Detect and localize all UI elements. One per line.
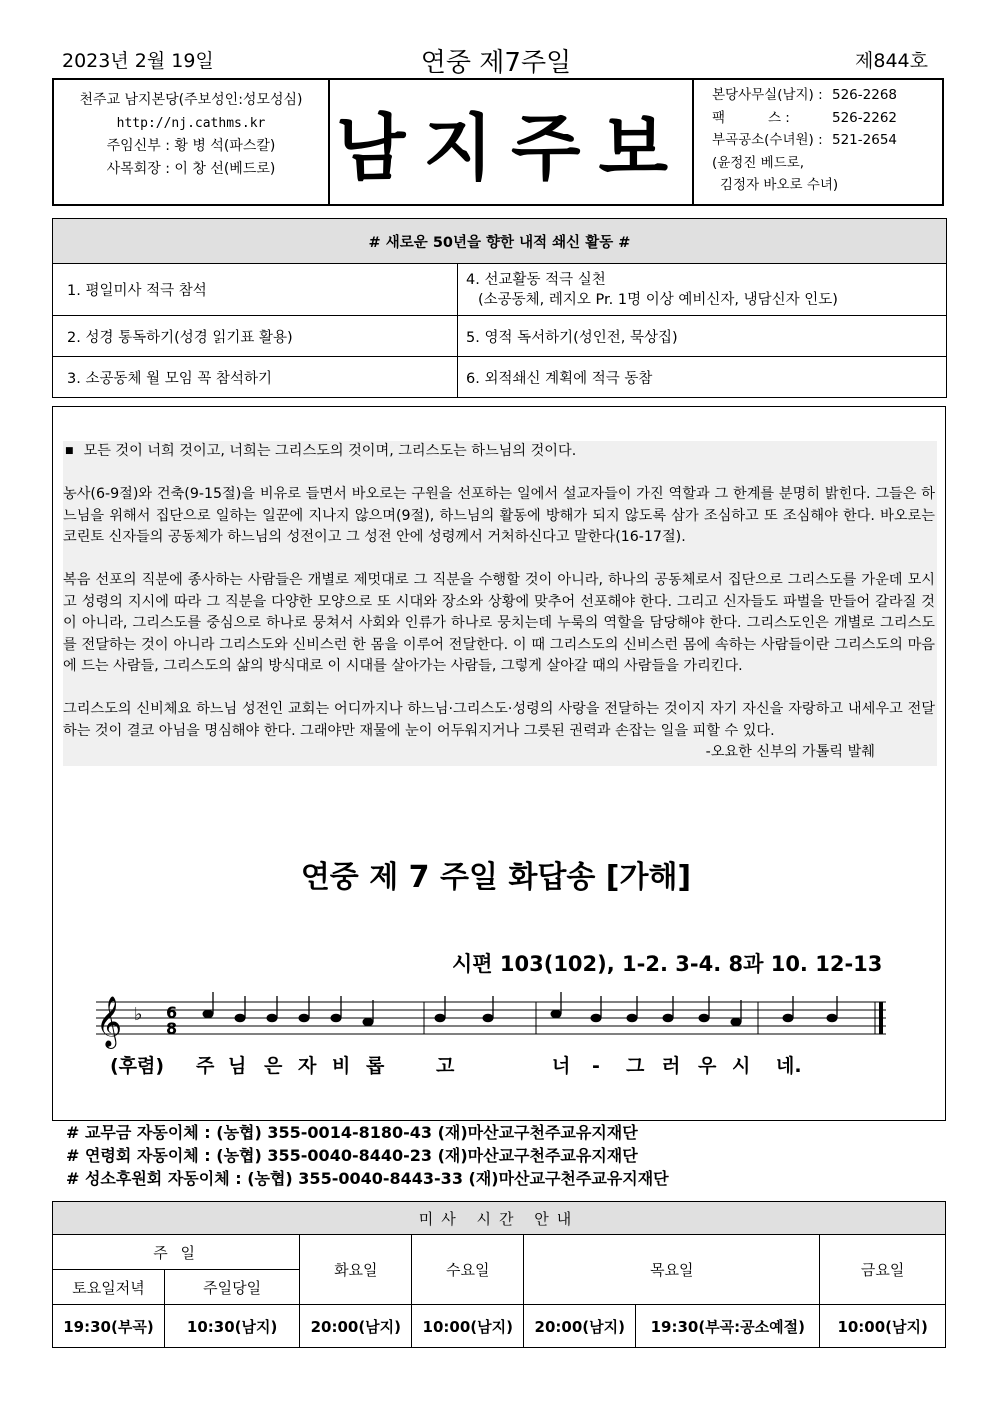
lyric-syllable: 시 bbox=[732, 1055, 751, 1077]
lyric-syllable: 고 bbox=[436, 1055, 455, 1077]
note-head bbox=[663, 1014, 673, 1022]
renewal-item-3: 3. 소공동체 월 모임 꼭 참석하기 bbox=[53, 357, 458, 398]
saturday-evening-header: 토요일저녁 bbox=[53, 1270, 165, 1305]
lyric-syllable: 은 bbox=[264, 1055, 283, 1077]
lyric-syllable: 네. bbox=[776, 1055, 802, 1077]
parish-url[interactable]: http://nj.cathms.kr bbox=[116, 116, 266, 131]
lyric-syllable: - bbox=[592, 1055, 600, 1077]
parish-info bbox=[54, 80, 330, 204]
time-saturday: 19:30(부곡) bbox=[53, 1305, 165, 1348]
lyric-syllable: 러 bbox=[662, 1055, 681, 1077]
time-signature-top: 6 bbox=[166, 1003, 178, 1022]
lyric-syllable: 너 bbox=[552, 1055, 571, 1077]
note-head bbox=[299, 1014, 309, 1022]
contact-fax: 팩 스 : 526-2262 bbox=[712, 109, 897, 126]
friday-header: 금요일 bbox=[820, 1235, 946, 1305]
contact-office: 본당사무실(남지) : 526-2268 bbox=[712, 87, 897, 103]
transfer-line-2: # 연령회 자동이체 : (농협) 355-0040-8440-23 (재)마산교구천주교유지재단 bbox=[66, 1146, 638, 1165]
note-head bbox=[827, 1014, 837, 1022]
time-tuesday: 20:00(남지) bbox=[300, 1305, 412, 1348]
mass-schedule-table bbox=[52, 1201, 946, 1348]
renewal-heading: # 새로운 50년을 향한 내적 쇄신 활동 # bbox=[53, 219, 947, 264]
note-head bbox=[627, 1014, 637, 1022]
reflection-paragraph-1: 농사(6-9절)와 건축(9-15절)을 비유로 들면서 바오로는 구원을 선포하는 일에서 설교자들이 가진 역할과 그 한계를 분명히 밝힌다. 그들은 하느님을 위해서 집단으로 일하는 일꾼에 지나지 않으며(9절), 하느님의 활동에 방해가 되지 않도록 삼가 조심하고 또 조심해야 한다. 바오로는 코린토 신자들의 공동체가 하느님의 성전이고 그 성전 안에 성령께서 거처하신다고 말한다(16-17절). bbox=[63, 486, 935, 545]
lyric-syllable: 주 bbox=[196, 1055, 215, 1077]
time-wednesday: 10:00(남지) bbox=[412, 1305, 524, 1348]
reflection-paragraph-2: 복음 선포의 직분에 종사하는 사람들은 개별로 제멋대로 그 직분을 수행할 것이 아니라, 하나의 공동체로서 집단으로 그리스도를 가운데 모시고 성령의 지시에 따라 그 직분을 다양한 모양으로 또 시대와 장소와 상황에 맞추어 선포해야 한다. 그리고 신자들도 파벌을 만들어 갈라질 것이 아니라, 그리스도를 중심으로 하나로 뭉쳐서 사회와 인류가 하나로 뭉치는데 누룩의 역할을 담당해야 한다. 그리스도인은 개별로 그리스도를 전달하는 것이 아니라 그리스도와 신비스런 한 몸을 이루어 전달한다. 이 때 그리스도의 신비스런 몸에 속하는 사람들이란 그리스도의 마음에 드는 사람들, 그리스도의 삶의 방식대로 이 시대를 살아가는 사람들, 그렇게 살아갈 때의 사람들을 가리킨다. bbox=[63, 572, 935, 674]
parish-name: 천주교 남지본당(주보성인:성모성심) bbox=[79, 92, 303, 108]
tuesday-header: 화요일 bbox=[300, 1235, 412, 1305]
lyric-syllable: 우 bbox=[698, 1055, 717, 1077]
music-staff bbox=[96, 990, 896, 1082]
renewal-item-6: 6. 외적쇄신 계획에 적극 동참 bbox=[458, 357, 947, 398]
contact-mission: 부곡공소(수녀원) : 521-2654 bbox=[712, 132, 897, 148]
renewal-item-4: 4. 선교활동 적극 실천 (소공동체, 레지오 Pr. 1명 이상 예비신자, 냉담신자 인도) bbox=[458, 264, 947, 316]
note-head bbox=[551, 1010, 561, 1018]
note-head bbox=[591, 1014, 601, 1022]
note-head bbox=[235, 1014, 245, 1022]
lyric-syllable: 님 bbox=[228, 1055, 247, 1077]
masthead-title: 남지주보 bbox=[330, 80, 694, 204]
time-sunday: 10:30(남지) bbox=[164, 1305, 299, 1348]
page-title: 연중 제7주일 bbox=[420, 48, 572, 78]
lyric-syllable: 비 bbox=[332, 1055, 351, 1077]
sunday-day-header: 주일당일 bbox=[164, 1270, 299, 1305]
auto-transfer-info bbox=[52, 1121, 946, 1190]
time-friday: 10:00(남지) bbox=[820, 1305, 946, 1348]
note-head bbox=[203, 1010, 213, 1018]
lyric-syllable: 롭 bbox=[366, 1055, 385, 1077]
note-head bbox=[267, 1014, 277, 1022]
bulletin-date: 2023년 2월 19일 bbox=[62, 50, 214, 72]
refrain-label: (후렴) bbox=[110, 1055, 165, 1077]
note-head bbox=[363, 1018, 373, 1026]
reflection-text bbox=[63, 441, 937, 766]
renewal-item-2: 2. 성경 통독하기(성경 읽기표 활용) bbox=[53, 316, 458, 357]
note-head bbox=[331, 1014, 341, 1022]
mass-schedule-caption: 미사 시간 안내 bbox=[53, 1202, 946, 1235]
renewal-table bbox=[52, 218, 947, 398]
reflection-quote: ■ 모든 것이 너희 것이고, 너희는 그리스도의 것이며, 그리스도는 하느님의 것이다. bbox=[65, 443, 577, 459]
council-president: 사목회장 : 이 창 선(베드로) bbox=[106, 161, 276, 177]
thursday-header: 목요일 bbox=[524, 1235, 820, 1305]
sunday-header: 주 일 bbox=[53, 1235, 300, 1270]
masthead-box bbox=[52, 78, 944, 206]
renewal-item-5: 5. 영적 독서하기(성인전, 묵상집) bbox=[458, 316, 947, 357]
lyric-syllable: 자 bbox=[298, 1055, 317, 1077]
time-signature-bottom: 8 bbox=[166, 1019, 178, 1038]
psalm-title: 연중 제 7 주일 화답송 [가해] bbox=[300, 860, 692, 895]
time-thursday-1: 20:00(남지) bbox=[524, 1305, 636, 1348]
note-head bbox=[699, 1014, 709, 1022]
note-head bbox=[731, 1018, 741, 1026]
wednesday-header: 수요일 bbox=[412, 1235, 524, 1305]
psalm-reference: 시편 103(102), 1-2. 3-4. 8과 10. 12-13 bbox=[452, 952, 883, 976]
lyric-syllable: 그 bbox=[626, 1055, 645, 1077]
nuns-line-2: 김정자 바오로 수녀) bbox=[720, 177, 839, 193]
contact-info bbox=[692, 80, 942, 204]
reflection-source: -오요한 신부의 가톨릭 발췌 bbox=[705, 744, 875, 760]
renewal-item-1: 1. 평일미사 적극 참석 bbox=[53, 264, 458, 316]
note-head bbox=[783, 1014, 793, 1022]
transfer-line-3: # 성소후원회 자동이체 : (농협) 355-0040-8443-33 (재)마산교구천주교유지재단 bbox=[66, 1169, 669, 1188]
note-head bbox=[435, 1014, 445, 1022]
note-head bbox=[483, 1014, 493, 1022]
nuns-line-1: (윤정진 베드로, bbox=[712, 154, 805, 171]
flat-icon: ♭ bbox=[134, 1004, 143, 1025]
pastor: 주임신부 : 황 병 석(파스칼) bbox=[106, 138, 276, 154]
issue-number: 제844호 bbox=[855, 50, 928, 72]
transfer-line-1: # 교무금 자동이체 : (농협) 355-0014-8180-43 (재)마산교구천주교유지재단 bbox=[66, 1123, 638, 1142]
time-thursday-2: 19:30(부곡:공소예절) bbox=[636, 1305, 820, 1348]
reflection-paragraph-3: 그리스도의 신비체요 하느님 성전인 교회는 어디까지나 하느님·그리스도·성령의 사랑을 전달하는 것이지 자기 자신을 자랑하고 내세우고 전달하는 것이 결코 아님을 명심해야 한다. 그래야만 재물에 눈이 어두워지거나 그릇된 권력과 손잡는 일을 피할 수 있다. -오요한 신부의 가톨릭 발췌 bbox=[63, 699, 935, 742]
treble-clef-icon: 𝄞 bbox=[96, 996, 123, 1047]
